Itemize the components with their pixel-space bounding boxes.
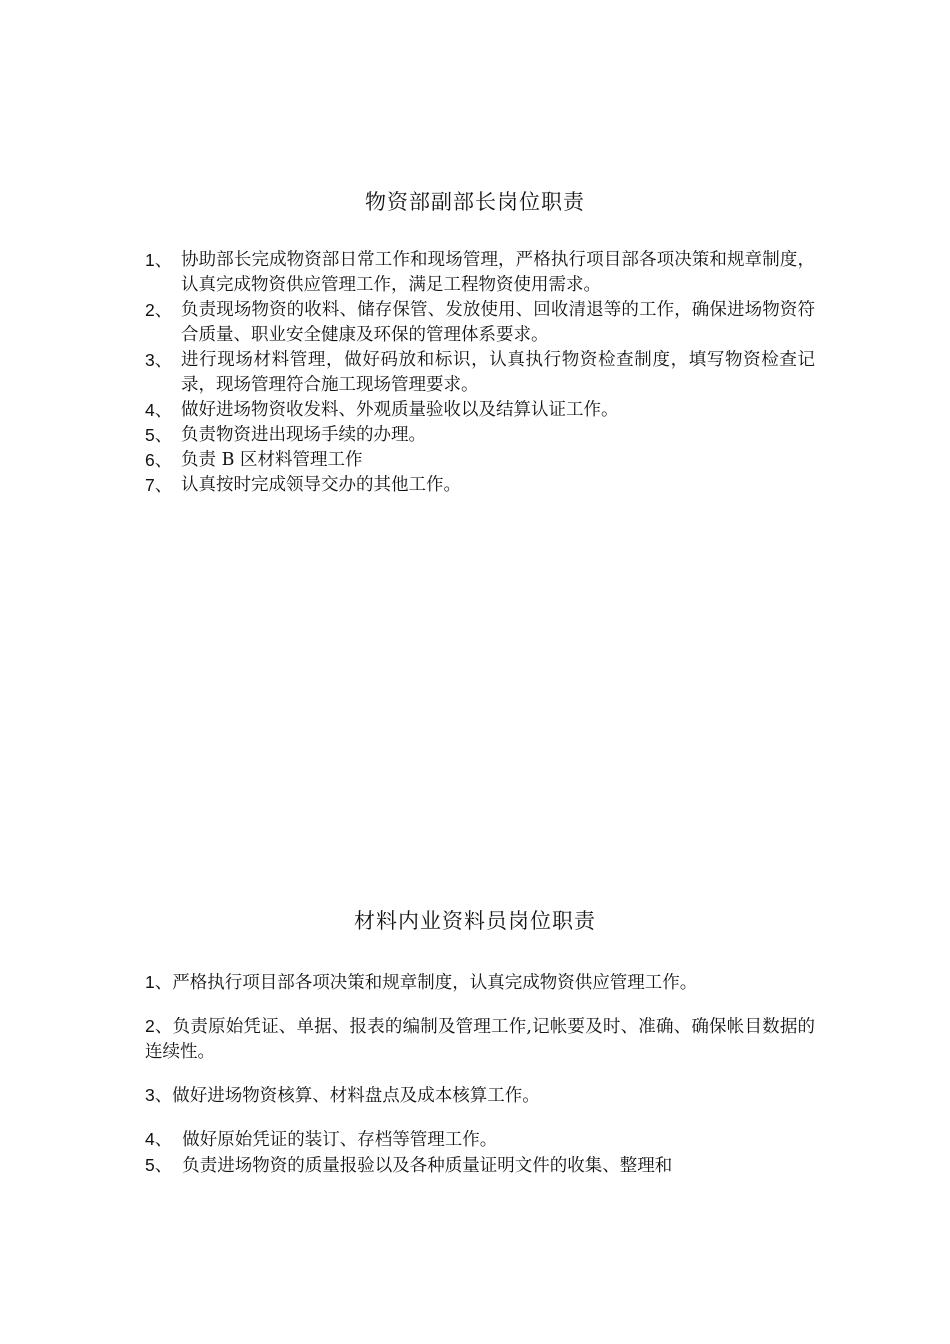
list-item (145, 1153, 815, 1179)
item-number: 5、 (145, 1155, 173, 1175)
list-item (145, 473, 815, 498)
section-2-list (145, 970, 815, 1179)
item-text: 负责现场物资的收料、储存保管、发放使用、回收清退等的工作，确保进场物资符合质量、职业安全健康及环保的管理体系要求。 (181, 300, 815, 345)
item-number: 3、 (145, 350, 173, 370)
item-text: 进行现场材料管理，做好码放和标识，认真执行物资检查制度，填写物资检查记录，现场管理符合施工现场管理要求。 (181, 350, 815, 395)
item-number: 2、 (145, 300, 173, 320)
list-item (145, 1014, 815, 1065)
item-number: 4、 (145, 1129, 173, 1149)
section-1-list (145, 248, 815, 498)
list-item (145, 248, 815, 298)
item-text: 负责物资进出现场手续的办理。 (181, 425, 426, 445)
list-item (145, 1083, 815, 1109)
item-number: 4、 (145, 400, 173, 420)
item-number: 6、 (145, 450, 173, 470)
item-text: 严格执行项目部各项决策和规章制度，认真完成物资供应管理工作。 (172, 973, 698, 993)
list-item (145, 423, 815, 448)
list-item (145, 298, 815, 348)
item-number: 1、 (145, 250, 173, 270)
item-text: 认真按时完成领导交办的其他工作。 (181, 475, 461, 495)
list-item (145, 448, 815, 473)
list-item (145, 398, 815, 423)
item-text: 做好进场物资收发料、外观质量验收以及结算认证工作。 (181, 400, 619, 420)
section-1-title: 物资部副部长岗位职责 (365, 190, 585, 214)
item-text: 做好进场物资核算、材料盘点及成本核算工作。 (172, 1086, 540, 1106)
item-number: 5、 (145, 425, 173, 445)
item-number: 7、 (145, 475, 173, 495)
item-number: 2、 (145, 1016, 173, 1036)
list-item (145, 970, 815, 996)
list-item (145, 1127, 815, 1153)
item-text: 做好原始凭证的装订、存档等管理工作。 (182, 1130, 498, 1150)
item-text: 协助部长完成物资部日常工作和现场管理，严格执行项目部各项决策和规章制度，认真完成物资供应管理工作，满足工程物资使用需求。 (181, 250, 815, 295)
item-text: 负责 B 区材料管理工作 (181, 450, 363, 470)
section-2-title: 材料内业资料员岗位职责 (354, 909, 596, 933)
list-item (145, 348, 815, 398)
item-text: 负责进场物资的质量报验以及各种质量证明文件的收集、整理和 (182, 1156, 673, 1176)
item-number: 3、 (145, 1085, 173, 1105)
item-text: 负责原始凭证、单据、报表的编制及管理工作,记帐要及时、准确、确保帐目数据的连续性。 (145, 1017, 816, 1062)
item-number: 1、 (145, 972, 173, 992)
